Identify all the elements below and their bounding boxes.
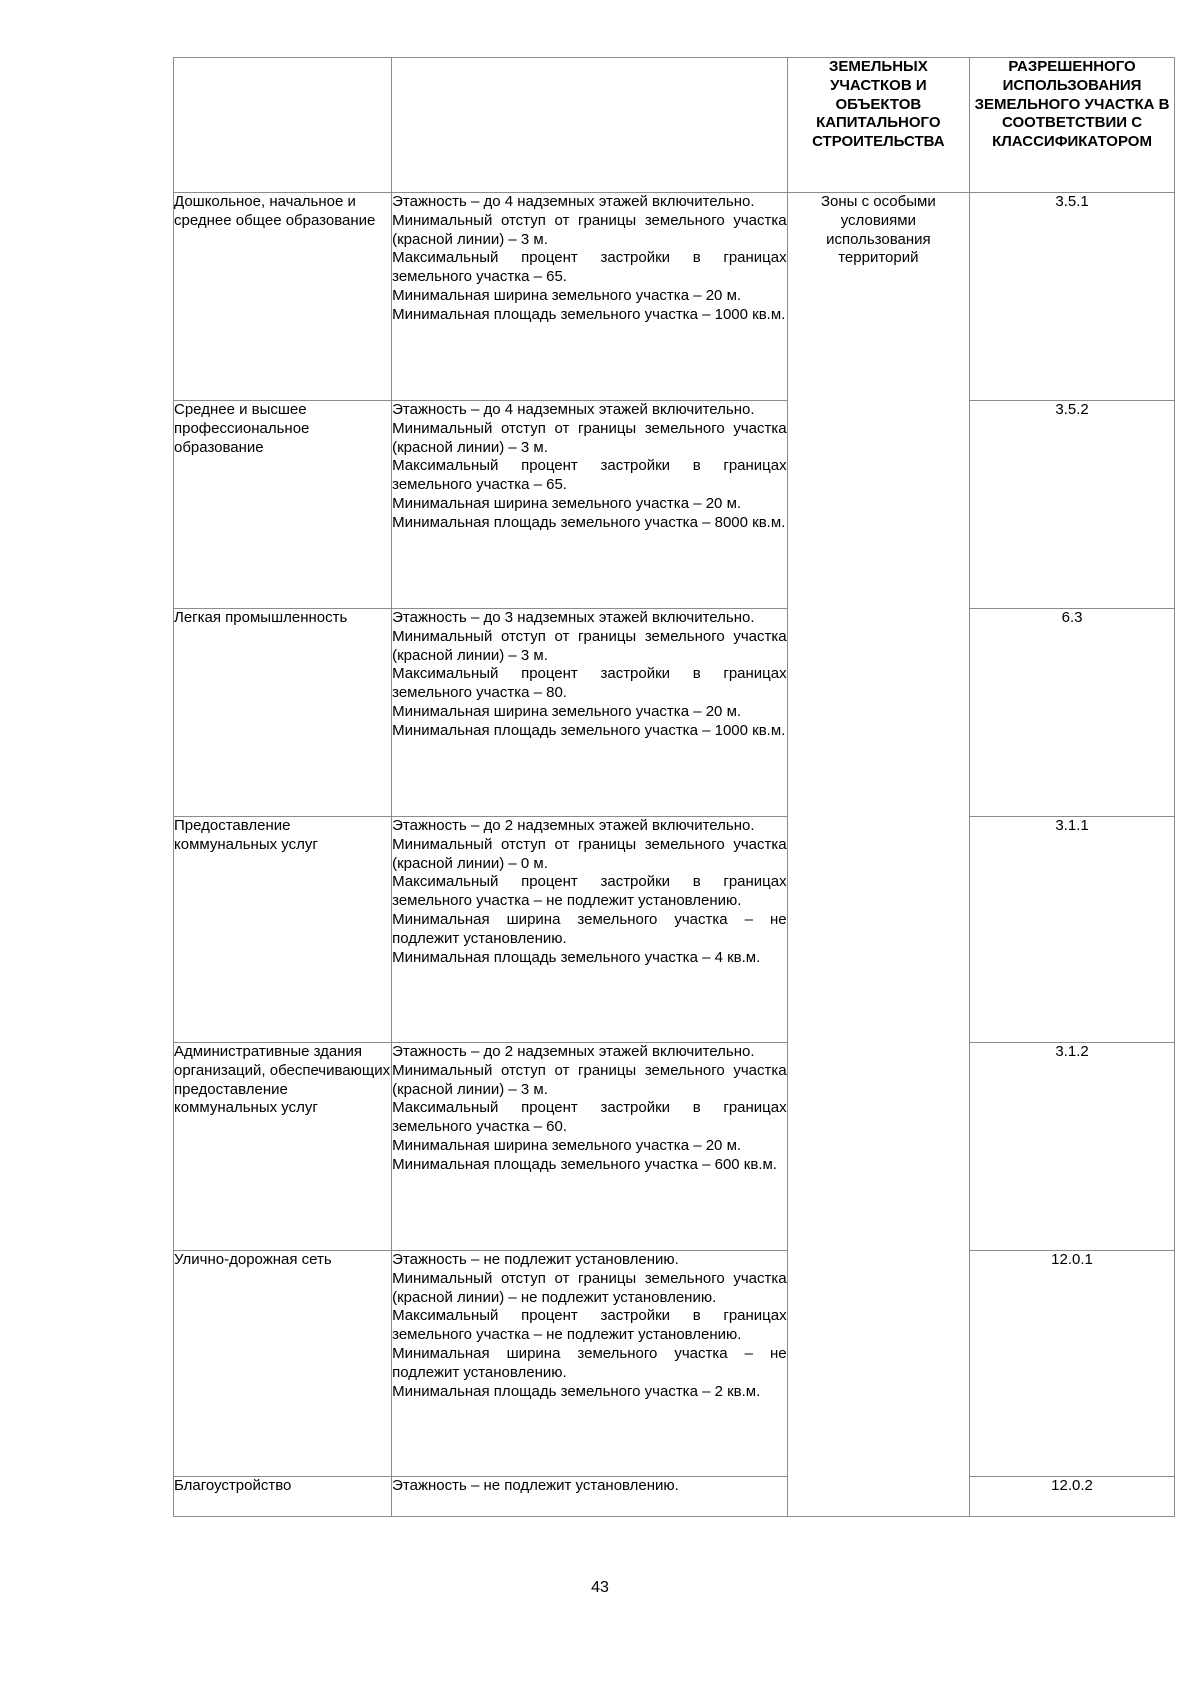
parameter-line: Максимальный процент застройки в границах земельного участка – не подлежит установлению. (392, 873, 787, 910)
land-use-regulations-table (173, 57, 1175, 1517)
parameter-line: Минимальная ширина земельного участка – 20 м. (392, 702, 742, 720)
parameter-line: Минимальная площадь земельного участка – 4 кв.м. (392, 948, 761, 966)
parameter-line: Минимальная площадь земельного участка – 600 кв.м. (392, 1155, 777, 1173)
table-row (174, 817, 1175, 1043)
parameter-line: Минимальная ширина земельного участка – 20 м. (392, 286, 742, 304)
use-type-cell: Административные здания организаций, обеспечивающих предоставление коммунальных услуг (174, 1043, 392, 1251)
header-cell-classifier-code: РАЗРЕШЕННОГО ИСПОЛЬЗОВАНИЯ ЗЕМЕЛЬНОГО УЧАСТКА В СООТВЕТСТВИИ С КЛАССИФИКАТОРОМ (970, 58, 1175, 193)
parameter-line: Минимальная ширина земельного участка – 20 м. (392, 1136, 742, 1154)
table-row (174, 1251, 1175, 1477)
parameter-line: Этажность – до 4 надземных этажей включительно. (392, 401, 755, 418)
parameter-line: Минимальная площадь земельного участка – 2 кв.м. (392, 1382, 761, 1400)
table-row (174, 1043, 1175, 1251)
classifier-code-cell: 6.3 (970, 609, 1175, 817)
parameter-line: Минимальная площадь земельного участка – 1000 кв.м. (392, 305, 786, 323)
parameter-line: Максимальный процент застройки в границах земельного участка – 65. (392, 249, 787, 286)
table-row (174, 401, 1175, 609)
parameter-line: Минимальный отступ от границы земельного участка (красной линии) – 3 м. (392, 211, 787, 248)
header-cell-use-type (174, 58, 392, 193)
parameter-line: Минимальная ширина земельного участка – 20 м. (392, 494, 742, 512)
classifier-code-cell: 3.5.2 (970, 401, 1175, 609)
parameter-line: Этажность – не подлежит установлению. (392, 1251, 679, 1268)
parameter-line: Минимальная ширина земельного участка – не подлежит установлению. (392, 1344, 787, 1381)
restriction-zones-cell: Зоны с особыми условиями использования территорий (787, 193, 969, 1517)
table-row (174, 609, 1175, 817)
parameter-line: Минимальный отступ от границы земельного участка (красной линии) – не подлежит установлению. (392, 1269, 787, 1306)
parameter-line: Минимальный отступ от границы земельного участка (красной линии) – 3 м. (392, 1061, 787, 1098)
parameters-cell (392, 609, 788, 817)
table-row (174, 1477, 1175, 1517)
parameter-line: Этажность – до 4 надземных этажей включительно. (392, 193, 755, 210)
classifier-code-cell: 3.1.1 (970, 817, 1175, 1043)
parameter-line: Максимальный процент застройки в границах земельного участка – не подлежит установлению. (392, 1307, 787, 1344)
header-cell-restrictions: ЗЕМЕЛЬНЫХ УЧАСТКОВ И ОБЪЕКТОВ КАПИТАЛЬНОГО СТРОИТЕЛЬСТВА (787, 58, 969, 193)
parameters-cell (392, 1043, 788, 1251)
use-type-cell: Благоустройство (174, 1477, 392, 1517)
classifier-code-cell: 12.0.2 (970, 1477, 1175, 1517)
parameters-cell (392, 1477, 788, 1517)
header-cell-parameters (392, 58, 788, 193)
use-type-cell: Легкая промышленность (174, 609, 392, 817)
parameter-line: Минимальный отступ от границы земельного участка (красной линии) – 3 м. (392, 627, 787, 664)
parameter-line: Максимальный процент застройки в границах земельного участка – 80. (392, 665, 787, 702)
parameter-line: Минимальная площадь земельного участка – 8000 кв.м. (392, 513, 786, 531)
parameter-line: Этажность – до 3 надземных этажей включительно. (392, 609, 755, 626)
parameters-cell (392, 401, 788, 609)
table-row (174, 193, 1175, 401)
parameter-line: Максимальный процент застройки в границах земельного участка – 65. (392, 457, 787, 494)
parameter-line: Этажность – не подлежит установлению. (392, 1477, 679, 1494)
parameter-line: Минимальная ширина земельного участка – не подлежит установлению. (392, 910, 787, 947)
parameter-line: Минимальная площадь земельного участка – 1000 кв.м. (392, 721, 786, 739)
use-type-cell: Дошкольное, начальное и среднее общее образование (174, 193, 392, 401)
parameter-line: Минимальный отступ от границы земельного участка (красной линии) – 3 м. (392, 419, 787, 456)
parameter-line: Этажность – до 2 надземных этажей включительно. (392, 817, 755, 834)
use-type-cell: Улично-дорожная сеть (174, 1251, 392, 1477)
table-header-row (174, 58, 1175, 193)
parameters-cell (392, 193, 788, 401)
use-type-cell: Предоставление коммунальных услуг (174, 817, 392, 1043)
parameter-line: Минимальный отступ от границы земельного участка (красной линии) – 0 м. (392, 835, 787, 872)
parameter-line: Максимальный процент застройки в границах земельного участка – 60. (392, 1099, 787, 1136)
classifier-code-cell: 3.1.2 (970, 1043, 1175, 1251)
classifier-code-cell: 3.5.1 (970, 193, 1175, 401)
parameter-line: Этажность – до 2 надземных этажей включительно. (392, 1043, 755, 1060)
page-number: 43 (591, 1579, 609, 1596)
parameters-cell (392, 1251, 788, 1477)
classifier-code-cell: 12.0.1 (970, 1251, 1175, 1477)
parameters-cell (392, 817, 788, 1043)
use-type-cell: Среднее и высшее профессиональное образование (174, 401, 392, 609)
